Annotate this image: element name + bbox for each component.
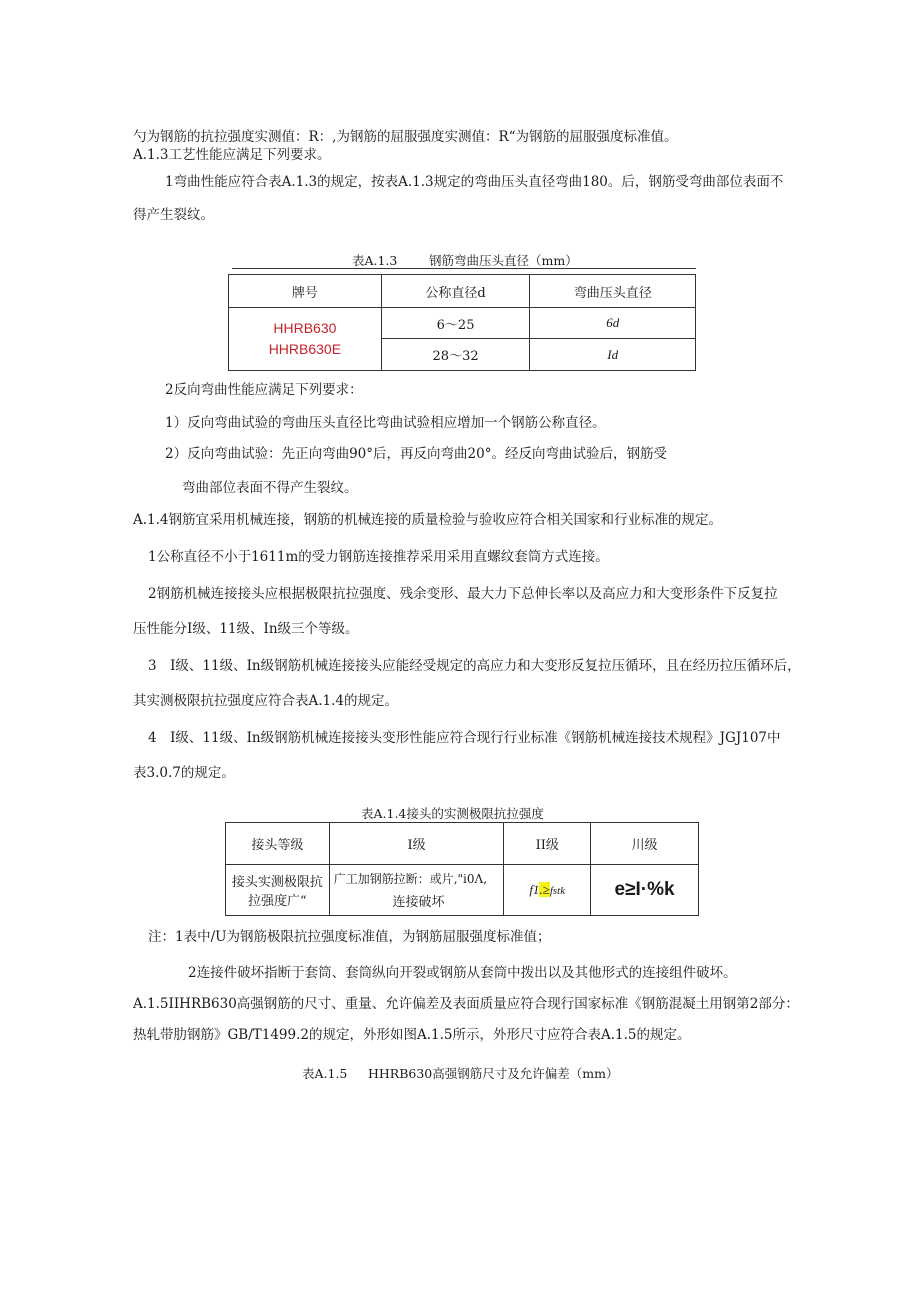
text-line-6: 1）反向弯曲试验的弯曲压头直径比弯曲试验相应增加一个钢筋公称直径。 bbox=[165, 415, 606, 431]
table-a13-header: 牌号 bbox=[229, 275, 382, 308]
text-line-7: 2）反向弯曲试验：先正向弯曲90°后，再反向弯曲20°。经反向弯曲试验后，钢筋受 bbox=[165, 446, 667, 462]
section-a15-heading: A.1.5IIHRB630高强钢筋的尺寸、重量、允许偏差及表面质量应符合现行国家标准《钢筋混凝土用钢第2部分： bbox=[133, 996, 799, 1012]
table-a13-cell: 28～32 bbox=[381, 339, 530, 371]
table-a14-row-label bbox=[226, 865, 330, 916]
grade-i-line: 广工加钢筋拉断：或片,"i0Λ, bbox=[333, 872, 488, 886]
table-a14-header: II级 bbox=[504, 823, 591, 865]
row-label-line: 拉强度广“ bbox=[248, 894, 307, 909]
text-line-8: 弯曲部位表面不得产生裂纹。 bbox=[182, 480, 358, 496]
text-line-4: 得产生裂纹。 bbox=[133, 207, 214, 223]
grade-i-line: 连接破坏 bbox=[392, 895, 445, 910]
table-a13-caption-number: 表A.1.3 bbox=[352, 253, 398, 268]
table-a13-grade-cell bbox=[229, 308, 382, 371]
table-a13-cell: 6d bbox=[530, 308, 696, 339]
table-a15-caption-title: HHRB630高强钢筋尺寸及允许偏差（mm） bbox=[368, 1066, 619, 1081]
text-line-5: 2反向弯曲性能应满足下列要求： bbox=[165, 382, 363, 398]
table-a14-caption: 表A.1.4接头的实测极限抗拉强度 bbox=[361, 806, 544, 821]
text-line-15: 4 I级、11级、In级钢筋机械连接接头变形性能应符合现行行业标准《钢筋机械连接技术规程》JGJ107中 bbox=[148, 730, 781, 746]
grade-hhrb630e: HHRB630E bbox=[268, 341, 342, 357]
text-line-20: 热轧带肋钢筋》GB/T1499.2的规定，外形如图A.1.5所示，外形尺寸应符合表A.1.5的规定。 bbox=[133, 1027, 691, 1043]
table-a13-cell: 6～25 bbox=[381, 308, 530, 339]
table-a13-caption-title: 钢筋弯曲压头直径（mm） bbox=[429, 253, 578, 268]
table-a13 bbox=[228, 274, 696, 371]
note-line-2: 2连接件破坏指断于套筒、套筒纵向开裂或钢筋从套筒中拨出以及其他形式的连接组件破坏。 bbox=[188, 965, 737, 981]
table-a15-caption-number: 表A.1.5 bbox=[302, 1066, 348, 1081]
table-a14-header: 接头等级 bbox=[226, 823, 330, 865]
grade-ii-cell bbox=[504, 865, 591, 916]
table-a13-cell: Id bbox=[530, 339, 696, 371]
text-line-1: 勺为钢筋的抗拉强度实测值：R：,为钢筋的屈服强度实测值：R“为钢筋的屈服强度标准值。 bbox=[133, 129, 678, 145]
table-a14-header: I级 bbox=[329, 823, 504, 865]
note-line-1: 注：1表中/U为钢筋极限抗拉强度标准值，为钢筋屈服强度标准值； bbox=[148, 929, 551, 945]
text-line-16: 表3.0.7的规定。 bbox=[133, 765, 235, 781]
table-a14 bbox=[225, 822, 699, 916]
text-line-12: 压性能分I级、11级、In级三个等级。 bbox=[133, 621, 359, 637]
text-line-3: 1弯曲性能应符合表A.1.3的规定，按表A.1.3规定的弯曲压头直径弯曲180。后，钢筋受弯曲部位表面不 bbox=[165, 174, 784, 190]
grade-i-cell bbox=[329, 865, 504, 916]
text-line-13: 3 I级、11级、In级钢筋机械连接接头应能经受规定的高应力和大变形反复拉压循环，且在经历拉压循环后， bbox=[148, 658, 801, 674]
table-a13-header: 公称直径d bbox=[381, 275, 530, 308]
section-a13-heading: A.1.3工艺性能应满足下列要求。 bbox=[133, 147, 331, 163]
section-a14-heading: A.1.4钢筋宜采用机械连接，钢筋的机械连接的质量检验与验收应符合相关国家和行业标准的规定。 bbox=[133, 512, 723, 528]
text-line-14: 其实测极限抗拉强度应符合表A.1.4的规定。 bbox=[133, 693, 399, 709]
grade-iii-cell: e≥I·%k bbox=[591, 865, 699, 916]
text-line-11: 2钢筋机械连接接头应根据极限抗拉强度、残余变形、最大力下总伸长率以及高应力和大变形条件下反复拉 bbox=[148, 586, 778, 602]
grade-hhrb630: HHRB630 bbox=[273, 320, 337, 336]
table-a13-header: 弯曲压头直径 bbox=[530, 275, 696, 308]
grade-ii-highlight: .≥ bbox=[539, 882, 550, 897]
grade-ii-subscript: fstk bbox=[549, 885, 566, 897]
table-a14-header: 川级 bbox=[591, 823, 699, 865]
grade-ii-symbol: f1 bbox=[529, 882, 540, 897]
text-line-10: 1公称直径不小于1611m的受力钢筋连接推荐采用采用直螺纹套筒方式连接。 bbox=[148, 549, 609, 565]
row-label-line: 接头实测极限抗 bbox=[231, 875, 323, 890]
